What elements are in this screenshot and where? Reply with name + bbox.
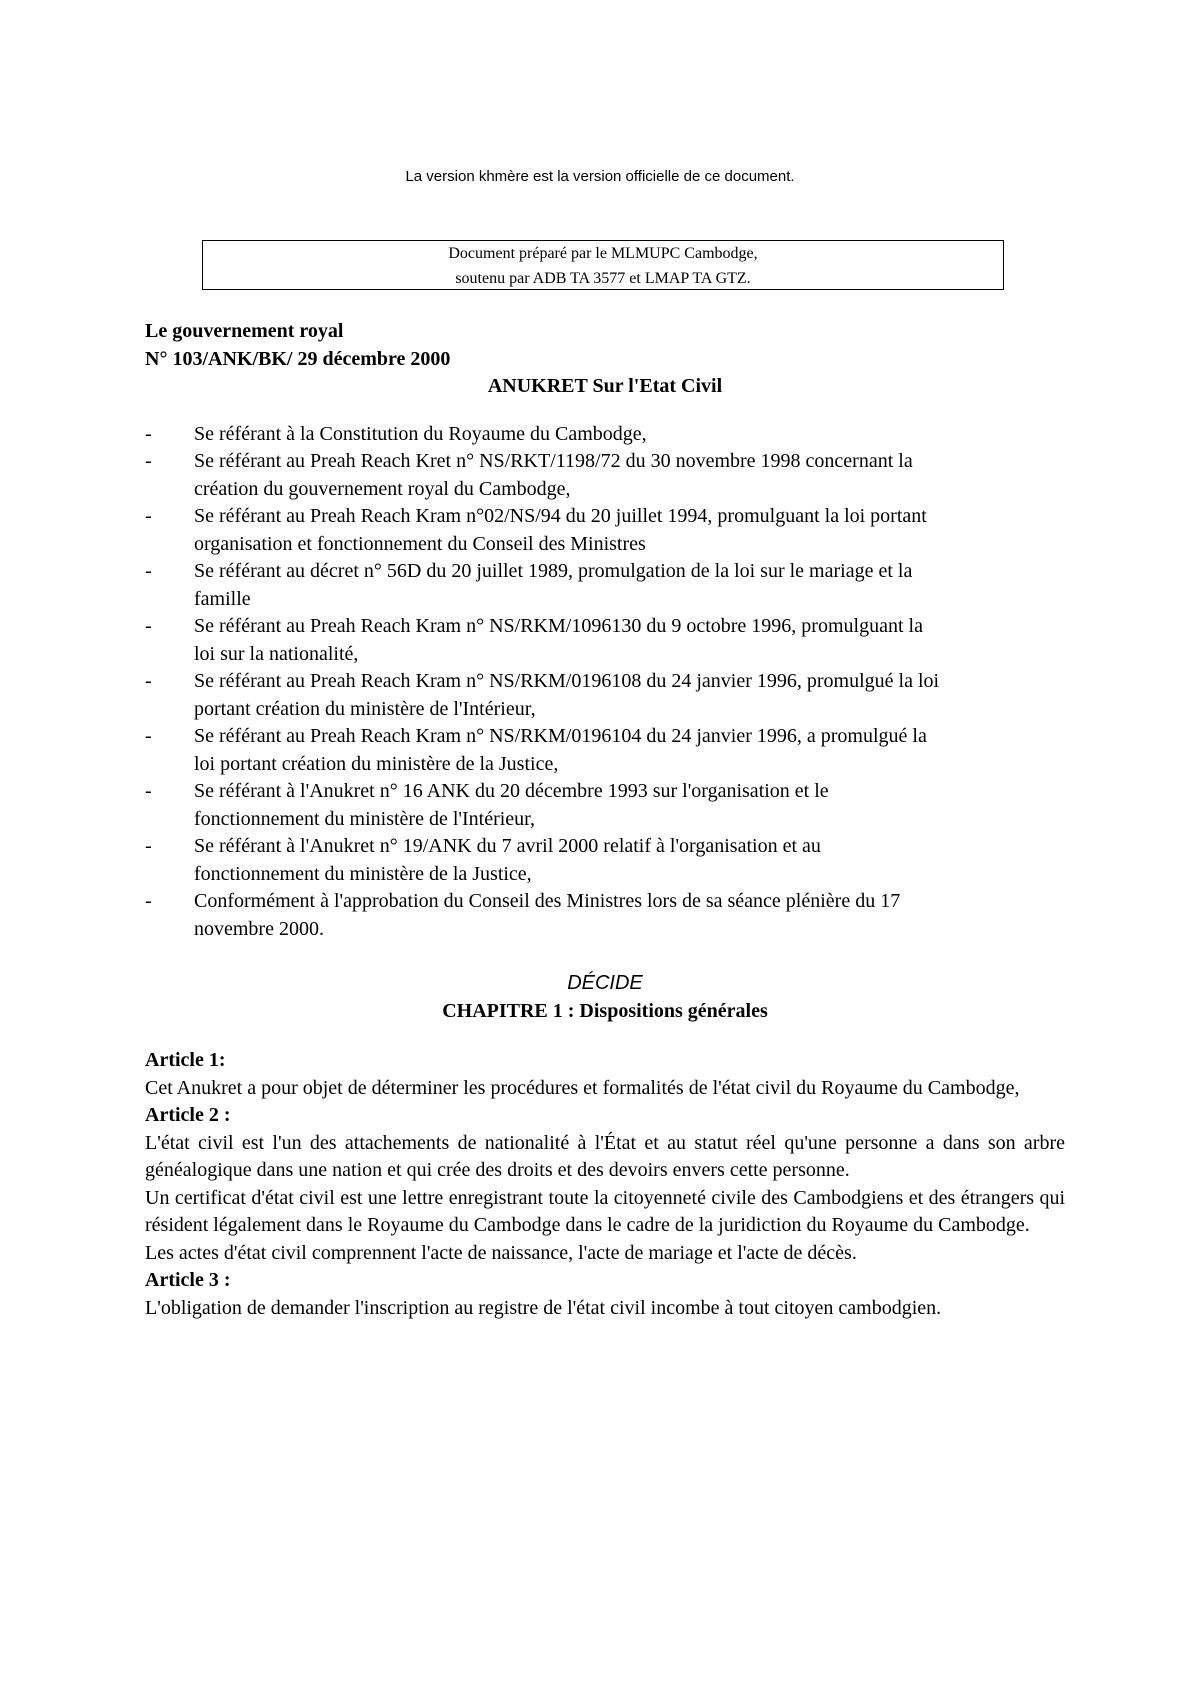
- article-2-paragraph-2: Un certificat d'état civil est une lettre enregistrant toute la citoyenneté civile des Cambodgiens et des étrangers qui résident légalement dans le Royaume du Cambodge dans le cadre de la juridiction du Royaume du Cambodge.: [145, 1186, 1065, 1236]
- reference-line: loi portant création du ministère de la Justice,: [194, 752, 559, 775]
- reference-line: famille: [194, 587, 251, 610]
- reference-line: Se référant à l'Anukret n° 16 ANK du 20 décembre 1993 sur l'organisation et le: [194, 780, 829, 802]
- reference-item: [145, 613, 1065, 668]
- bullet-dash: -: [145, 780, 152, 802]
- bullet-dash: -: [145, 670, 152, 692]
- reference-line: Se référant au Preah Reach Kram n°02/NS/94 du 20 juillet 1994, promulguant la loi portant: [194, 505, 927, 527]
- article-2-heading: Article 2 :: [145, 1104, 231, 1126]
- official-version-note: La version khmère est la version officielle de ce document.: [405, 168, 795, 185]
- bullet-dash: -: [145, 890, 152, 912]
- preparation-line-2: soutenu par ADB TA 3577 et LMAP TA GTZ.: [455, 270, 751, 287]
- reference-line: création du gouvernement royal du Cambodge,: [194, 477, 571, 500]
- article-3-text: L'obligation de demander l'inscription au registre de l'état civil incombe à tout citoyen cambodgien.: [145, 1296, 942, 1319]
- article-2-paragraph-1: L'état civil est l'un des attachements de nationalité à l'État et au statut réel qu'une personne a dans son arbre généalogique dans une nation et qui crée des droits et des devoirs envers cette personne.: [145, 1131, 1065, 1181]
- reference-item: [145, 668, 1065, 723]
- reference-line: fonctionnement du ministère de l'Intérieur,: [194, 807, 536, 830]
- reference-item: [145, 833, 1065, 888]
- bullet-dash: -: [145, 725, 152, 747]
- reference-item: [145, 888, 1065, 943]
- reference-line: Conformément à l'approbation du Conseil des Ministres lors de sa séance plénière du 17: [194, 890, 901, 912]
- reference-line: portant création du ministère de l'Intérieur,: [194, 697, 536, 720]
- issuer-heading: Le gouvernement royal: [145, 320, 344, 342]
- bullet-dash: -: [145, 450, 152, 472]
- article-3-heading: Article 3 :: [145, 1269, 231, 1291]
- document-body: [145, 318, 1065, 1322]
- bullet-dash: -: [145, 615, 152, 637]
- reference-item: [145, 448, 1065, 503]
- reference-line: Se référant à l'Anukret n° 19/ANK du 7 avril 2000 relatif à l'organisation et au: [194, 835, 821, 857]
- preparation-box: [202, 240, 1004, 290]
- bullet-dash: -: [145, 505, 152, 527]
- reference-line: Se référant au Preah Reach Kram n° NS/RKM/1096130 du 9 octobre 1996, promulguant la: [194, 615, 923, 637]
- reference-line: Se référant au Preah Reach Kram n° NS/RKM/0196108 du 24 janvier 1996, promulgué la loi: [194, 670, 940, 692]
- reference-line: Se référant au Preah Reach Kret n° NS/RKT/1198/72 du 30 novembre 1998 concernant la: [194, 450, 913, 472]
- references-list: [145, 421, 1065, 944]
- bullet-dash: -: [145, 835, 152, 857]
- reference-item: [145, 723, 1065, 778]
- preparation-line-1: Document préparé par le MLMUPC Cambodge,: [448, 245, 758, 262]
- bullet-dash: -: [145, 560, 152, 582]
- reference-item: [145, 778, 1065, 833]
- bullet-dash: -: [145, 422, 152, 445]
- decide-heading: DÉCIDE: [567, 972, 643, 994]
- decree-number: N° 103/ANK/BK/ 29 décembre 2000: [145, 347, 451, 370]
- reference-line: organisation et fonctionnement du Conseil des Ministres: [194, 532, 646, 555]
- article-1-heading: Article 1:: [145, 1049, 226, 1071]
- reference-line: fonctionnement du ministère de la Justice,: [194, 862, 532, 885]
- reference-line: Se référant au Preah Reach Kram n° NS/RKM/0196104 du 24 janvier 1996, a promulgué la: [194, 725, 927, 747]
- document-title: ANUKRET Sur l'Etat Civil: [487, 375, 723, 397]
- reference-item: [145, 558, 1065, 613]
- reference-line: Se référant à la Constitution du Royaume du Cambodge,: [194, 422, 647, 445]
- reference-line: Se référant au décret n° 56D du 20 juillet 1989, promulgation de la loi sur le mariage et la: [194, 560, 913, 582]
- reference-line: novembre 2000.: [194, 917, 324, 940]
- chapter-heading: CHAPITRE 1 : Dispositions générales: [442, 999, 768, 1022]
- article-1-text: Cet Anukret a pour objet de déterminer les procédures et formalités de l'état civil du Royaume du Cambodge,: [145, 1076, 1020, 1099]
- reference-line: loi sur la nationalité,: [194, 642, 359, 665]
- reference-item: [145, 503, 1065, 558]
- reference-item: [145, 421, 1065, 449]
- article-2-paragraph-3: Les actes d'état civil comprennent l'acte de naissance, l'acte de mariage et l'acte de décès.: [145, 1241, 857, 1264]
